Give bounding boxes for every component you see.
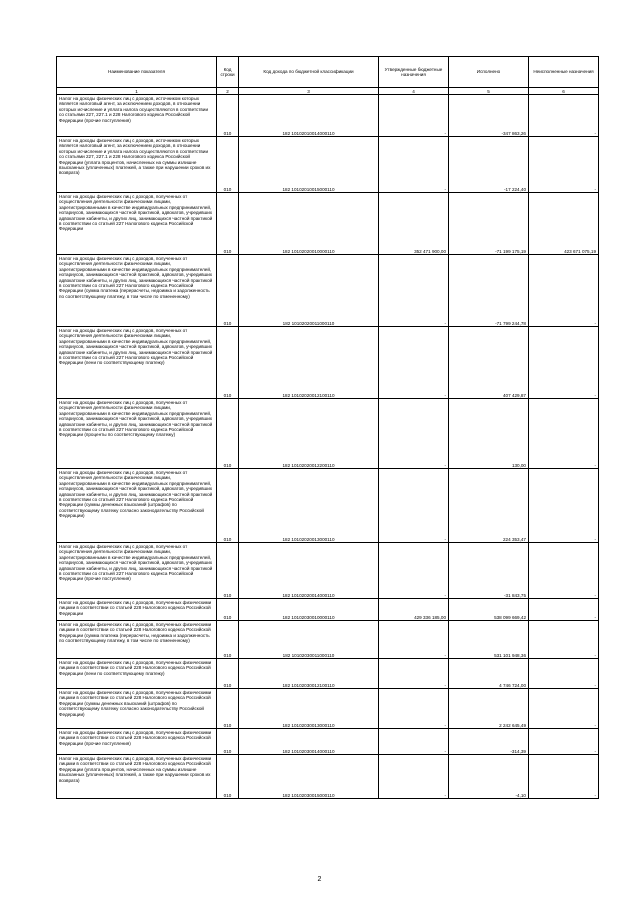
row-code-line: 010 [217,755,239,799]
row-income-code: 182 10102030010000110 [239,599,379,621]
row-income-code: 182 10102030015000110 [239,755,379,799]
row-approved: - [379,137,449,193]
table-row [57,659,599,689]
header-unexecuted: Неисполненные назначения [529,57,599,88]
row-executed: 538 099 669,42 [449,599,529,621]
row-code-line: 010 [217,659,239,689]
row-executed: -17 224,40 [449,137,529,193]
row-approved: - [379,621,449,659]
row-executed: -31 843,75 [449,543,529,599]
row-unexecuted: - [529,137,599,193]
row-unexecuted: - [529,255,599,327]
table-row [57,729,599,755]
row-executed: 224 353,47 [449,469,529,543]
table-row [57,755,599,799]
row-approved: - [379,729,449,755]
table-row [57,599,599,621]
row-name: Налог на доходы физических лиц с доходов, полученных физическими лицами в соответствии со статьей 228 Налогового кодекса Российской Федерации (прочие поступления) [57,729,217,755]
row-executed: 4 746 724,00 [449,659,529,689]
row-unexecuted: - [529,599,599,621]
row-approved: - [379,399,449,469]
row-executed: 407 429,87 [449,327,529,399]
row-income-code: 182 10102010015000110 [239,137,379,193]
table-row [57,543,599,599]
row-name: Налог на доходы физических лиц с доходов, полученных от осуществления деятельности физическими лицами, зарегистрированными в качестве индивидуальных предпринимателей, нотариусов, занимающихся частной практикой, адвокатов, учредивших адвокатские кабинеты, и других лиц, занимающихся частной практикой в соответствии со статьей 227 Налогового кодекса Российской Федерации [57,193,217,255]
row-name: Налог на доходы физических лиц с доходов, полученных физическими лицами в соответствии со статьей 228 Налогового кодекса Российской Федерации (суммы денежных взысканий (штрафов) по соответствующему платежу согласно законодательству Российской Федерации) [57,689,217,729]
row-income-code: 182 10102030012100110 [239,659,379,689]
header-executed: Исполнено [449,57,529,88]
table-row [57,399,599,469]
header-income-code: Код дохода по бюджетной классификации [239,57,379,88]
column-number-row [57,88,599,95]
row-executed: -4,10 [449,755,529,799]
row-unexecuted: - [529,621,599,659]
row-income-code: 182 10102020013000110 [239,469,379,543]
row-approved: - [379,327,449,399]
row-name: Налог на доходы физических лиц с доходов, полученных от осуществления деятельности физическими лицами, зарегистрированными в качестве индивидуальных предпринимателей, нотариусов, занимающихся частной практикой, адвокатов, учредивших адвокатские кабинеты, и других лиц, занимающихся частной практикой в соответствии со статьей 227 Налогового кодекса Российской Федерации (проценты по соответствующему платежу) [57,399,217,469]
row-income-code: 182 10102030014000110 [239,729,379,755]
row-unexecuted: - [529,399,599,469]
row-name: Налог на доходы физических лиц с доходов, источником которых является налоговый агент, за исключением доходов, в отношении которых исчисление и уплата налога осуществляются в соответствии со статьями 227, 227.1 и 228 Налогового кодекса Российской Федерации (уплата процентов, начисленных на суммы излишне взысканных (уплаченных) платежей, а также при нарушении сроков их возврата) [57,137,217,193]
row-name: Налог на доходы физических лиц с доходов, полученных физическими лицами в соответствии со статьей 228 Налогового кодекса Российской Федерации (сумма платежа (перерасчеты, недоимка и задолженность по соответствующему платежу, в том числе по отмененному) [57,621,217,659]
page-number: 2 [317,876,322,883]
header-name: Наименование показателя [57,57,217,88]
column-number: 3 [239,88,379,95]
row-name: Налог на доходы физических лиц с доходов, полученных от осуществления деятельности физическими лицами, зарегистрированными в качестве индивидуальных предпринимателей, нотариусов, занимающихся частной практикой, адвокатов, учредивших адвокатские кабинеты, и других лиц, занимающихся частной практикой в соответствии со статьей 227 Налогового кодекса Российской Федерации (пени по соответствующему платежу) [57,327,217,399]
row-code-line: 010 [217,729,239,755]
table-row [57,255,599,327]
row-name: Налог на доходы физических лиц с доходов, полученных от осуществления деятельности физическими лицами, зарегистрированными в качестве индивидуальных предпринимателей, нотариусов, занимающихся частной практикой, адвокатов, учредивших адвокатские кабинеты, и других лиц, занимающихся частной практикой в соответствии со статьей 227 Налогового кодекса Российской Федерации (прочие поступления) [57,543,217,599]
table-row [57,469,599,543]
table-body [57,95,599,799]
header-code-line: Код строки [217,57,239,88]
row-unexecuted: - [529,543,599,599]
row-name: Налог на доходы физических лиц с доходов, полученных физическими лицами в соответствии со статьей 228 Налогового кодекса Российской Федерации (пени по соответствующему платежу) [57,659,217,689]
row-income-code: 182 10102020012200110 [239,399,379,469]
row-income-code: 182 10102020011000110 [239,255,379,327]
row-code-line: 010 [217,193,239,255]
row-approved: - [379,543,449,599]
row-executed: -71 799 244,78 [449,255,529,327]
row-unexecuted: 423 671 075,19 [529,193,599,255]
row-executed: -314,39 [449,729,529,755]
row-code-line: 010 [217,689,239,729]
column-number: 4 [379,88,449,95]
row-income-code: 182 10102030013000110 [239,689,379,729]
row-name: Налог на доходы физических лиц с доходов, полученных физическими лицами в соответствии со статьей 228 Налогового кодекса Российской Федерации (уплата процентов, начисленных на суммы излишне взысканных (уплаченных) платежей, а также при нарушении сроков их возврата) [57,755,217,799]
row-code-line: 010 [217,621,239,659]
column-number: 6 [529,88,599,95]
row-code-line: 010 [217,327,239,399]
column-number: 1 [57,88,217,95]
header-approved: Утвержденные бюджетные назначения [379,57,449,88]
row-executed: -71 199 175,19 [449,193,529,255]
table-row [57,193,599,255]
row-unexecuted: - [529,659,599,689]
row-income-code: 182 10102020010000110 [239,193,379,255]
row-approved: - [379,689,449,729]
row-income-code: 182 10102030011000110 [239,621,379,659]
row-executed: 2 242 645,49 [449,689,529,729]
row-income-code: 182 10102020014000110 [239,543,379,599]
row-code-line: 010 [217,137,239,193]
table-row [57,95,599,137]
row-code-line: 010 [217,255,239,327]
row-approved: - [379,469,449,543]
row-approved: - [379,659,449,689]
row-unexecuted: - [529,689,599,729]
row-code-line: 010 [217,469,239,543]
table-row [57,689,599,729]
row-code-line: 010 [217,599,239,621]
row-approved: - [379,755,449,799]
row-approved: 352 471 900,00 [379,193,449,255]
row-name: Налог на доходы физических лиц с доходов, полученных физическими лицами в соответствии со статьей 228 Налогового кодекса Российской Федерации [57,599,217,621]
row-approved: - [379,255,449,327]
row-income-code: 182 10102010014000110 [239,95,379,137]
table-row [57,621,599,659]
row-income-code: 182 10102020012100110 [239,327,379,399]
row-approved: 429 336 185,00 [379,599,449,621]
row-code-line: 010 [217,95,239,137]
row-executed: 130,00 [449,399,529,469]
row-unexecuted: - [529,755,599,799]
row-name: Налог на доходы физических лиц с доходов, полученных от осуществления деятельности физическими лицами, зарегистрированными в качестве индивидуальных предпринимателей, нотариусов, занимающихся частной практикой, адвокатов, учредивших адвокатские кабинеты, и других лиц, занимающихся частной практикой в соответствии со статьей 227 Налогового кодекса Российской Федерации (суммы денежных взысканий (штрафов) по соответствующему платежу согласно законодательству Российской Федерации) [57,469,217,543]
row-executed: 531 101 948,36 [449,621,529,659]
column-number: 2 [217,88,239,95]
table-header-row [57,57,599,88]
row-unexecuted: - [529,327,599,399]
row-unexecuted: - [529,469,599,543]
row-code-line: 010 [217,399,239,469]
table-row [57,327,599,399]
row-name: Налог на доходы физических лиц с доходов, полученных от осуществления деятельности физическими лицами, зарегистрированными в качестве индивидуальных предпринимателей, нотариусов, занимающихся частной практикой, адвокатов, учредивших адвокатские кабинеты, и других лиц, занимающихся частной практикой в соответствии со статьей 227 Налогового кодекса Российской Федерации (сумма платежа (перерасчеты, недоимка и задолженность по соответствующему платежу, в том числе по отмененному) [57,255,217,327]
row-code-line: 010 [217,543,239,599]
table-row [57,137,599,193]
row-name: Налог на доходы физических лиц с доходов, источником которых является налоговый агент, за исключением доходов, в отношении которых исчисление и уплата налога осуществляются в соответствии со статьями 227, 227.1 и 228 Налогового кодекса Российской Федерации (прочие поступления) [57,95,217,137]
row-unexecuted: - [529,95,599,137]
revenue-table [56,56,599,799]
row-unexecuted: - [529,729,599,755]
column-number: 5 [449,88,529,95]
row-executed: -347 863,26 [449,95,529,137]
row-approved: - [379,95,449,137]
